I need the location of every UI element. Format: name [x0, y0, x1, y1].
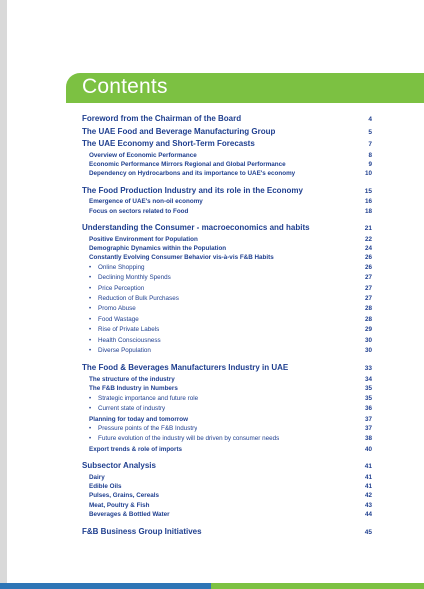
toc-entry-title: • Pressure points of the F&B Industry — [89, 424, 197, 434]
toc-entry-title: F&B Business Group Initiatives — [82, 526, 202, 536]
toc-entry-page-number: 30 — [364, 336, 372, 344]
toc-entry-page-number: 21 — [364, 225, 372, 233]
toc-entry-title: Economic Performance Mirrors Regional and Global Performance — [89, 160, 286, 168]
toc-entry-page-number: 44 — [364, 511, 372, 519]
toc-entry-page-number: 45 — [364, 528, 372, 536]
toc-entry-title: • Health Consciousness — [89, 336, 161, 346]
toc-chapter-entry[interactable] — [82, 113, 372, 126]
toc-entry-title: The UAE Food and Beverage Manufacturing Group — [82, 126, 276, 136]
toc-entry-title: Dairy — [89, 473, 105, 481]
toc-entry-title: The Food Production Industry and its role in the Economy — [82, 185, 303, 195]
toc-section-entry[interactable] — [82, 197, 372, 206]
toc-entry-title: • Future evolution of the industry will be driven by consumer needs — [89, 434, 279, 444]
toc-chapter-entry[interactable] — [82, 126, 372, 139]
toc-bullet-entry[interactable] — [82, 394, 372, 404]
toc-entry-page-number: 5 — [368, 128, 372, 136]
toc-entry-page-number: 16 — [364, 198, 372, 206]
toc-section-entry[interactable] — [82, 415, 372, 424]
toc-entry-title: The UAE Economy and Short-Term Forecasts — [82, 139, 255, 148]
toc-entry-page-number: 27 — [364, 294, 372, 302]
toc-section-entry[interactable] — [82, 375, 372, 384]
toc-entry-title: • Promo Abuse — [89, 304, 136, 314]
footer-blue-bar — [0, 583, 211, 589]
toc-entry-page-number: 26 — [364, 263, 372, 271]
toc-entry-title: Dependency on Hydrocarbons and its importance to UAE's economy — [89, 170, 296, 178]
toc-section-entry[interactable] — [82, 482, 372, 491]
toc-entry-title: Meat, Poultry & Fish — [89, 501, 150, 509]
toc-entry-title: • Declining Monthly Spends — [89, 273, 171, 283]
toc-entry-title: Beverages & Bottled Water — [89, 511, 170, 519]
toc-entry-title: Subsector Analysis — [82, 461, 156, 471]
toc-bullet-entry[interactable] — [82, 346, 372, 356]
toc-entry-page-number: 41 — [364, 463, 372, 471]
toc-entry-page-number: 41 — [364, 483, 372, 491]
toc-bullet-entry[interactable] — [82, 263, 372, 273]
toc-entry-page-number: 28 — [364, 315, 372, 323]
toc-entry-page-number: 26 — [364, 254, 372, 262]
toc-bullet-entry[interactable] — [82, 336, 372, 346]
toc-bullet-entry[interactable] — [82, 404, 372, 414]
contents-header-band — [66, 73, 424, 103]
toc-entry-title: • Diverse Population — [89, 346, 151, 356]
toc-entry-page-number: 27 — [364, 274, 372, 282]
toc-section-entry[interactable] — [82, 501, 372, 510]
toc-section-entry[interactable] — [82, 253, 372, 262]
toc-entry-title: Edible Oils — [89, 483, 122, 491]
toc-entry-title: Demographic Dynamics within the Population — [89, 244, 227, 252]
toc-entry-title: Understanding the Consumer - macroeconomics and habits — [82, 223, 310, 233]
toc-section-entry[interactable] — [82, 510, 372, 519]
toc-entry-page-number: 36 — [364, 405, 372, 413]
toc-entry-page-number: 30 — [364, 347, 372, 354]
toc-entry-page-number: 40 — [364, 445, 372, 453]
toc-entry-title: Focus on sectors related to Food — [89, 207, 189, 215]
page-title: Contents — [82, 75, 168, 98]
toc-section-entry[interactable] — [82, 151, 372, 160]
toc-entry-title: Pulses, Grains, Cereals — [89, 492, 160, 500]
toc-section-entry[interactable] — [82, 169, 372, 178]
toc-entry-title: Planning for today and tomorrow — [89, 415, 189, 423]
toc-entry-title: The F&B Industry in Numbers — [89, 385, 178, 393]
toc-entry-title: • Current state of industry — [89, 404, 165, 414]
toc-chapter-entry[interactable] — [82, 362, 372, 375]
toc-entry-title: Foreword from the Chairman of the Board — [82, 114, 242, 123]
toc-entry-page-number: 4 — [368, 116, 372, 123]
toc-section-entry[interactable] — [82, 473, 372, 482]
page-left-rule — [0, 0, 7, 589]
toc-chapter-entry[interactable] — [82, 526, 372, 539]
toc-entry-title: Overview of Economic Performance — [89, 151, 197, 159]
toc-entry-page-number: 33 — [364, 365, 372, 373]
toc-entry-title: Export trends & role of imports — [89, 445, 183, 453]
toc-entry-page-number: 35 — [364, 394, 372, 402]
toc-entry-page-number: 41 — [364, 473, 372, 481]
toc-entry-page-number: 35 — [364, 385, 372, 393]
toc-entry-page-number: 18 — [364, 207, 372, 215]
toc-section-entry[interactable] — [82, 244, 372, 253]
toc-section-entry[interactable] — [82, 160, 372, 169]
footer-green-bar — [211, 583, 424, 589]
toc-entry-page-number: 15 — [364, 187, 372, 195]
toc-section-entry[interactable] — [82, 207, 372, 216]
toc-chapter-entry[interactable] — [82, 222, 372, 235]
table-of-contents — [82, 113, 372, 538]
toc-entry-page-number: 10 — [364, 170, 372, 178]
toc-entry-title: • Reduction of Bulk Purchases — [89, 294, 179, 304]
toc-bullet-entry[interactable] — [82, 294, 372, 304]
toc-entry-page-number: 42 — [364, 492, 372, 500]
toc-entry-title: • Strategic importance and future role — [89, 394, 198, 404]
toc-entry-page-number: 37 — [364, 424, 372, 432]
toc-bullet-entry[interactable] — [82, 315, 372, 325]
toc-entry-title: Constantly Evolving Consumer Behavior vis-à-vis F&B Habits — [89, 254, 274, 262]
toc-section-entry[interactable] — [82, 235, 372, 244]
toc-entry-page-number: 9 — [368, 160, 372, 168]
toc-section-entry[interactable] — [82, 445, 372, 454]
toc-entry-page-number: 34 — [364, 375, 372, 383]
toc-entry-title: • Food Wastage — [89, 315, 139, 325]
toc-entry-title: • Rise of Private Labels — [89, 325, 159, 335]
toc-entry-page-number: 29 — [364, 326, 372, 334]
toc-entry-page-number: 22 — [364, 235, 372, 243]
toc-bullet-entry[interactable] — [82, 273, 372, 283]
toc-section-entry[interactable] — [82, 491, 372, 500]
toc-entry-title: • Online Shopping — [89, 263, 145, 273]
toc-entry-page-number: 8 — [368, 151, 372, 159]
toc-entry-page-number: 37 — [364, 415, 372, 423]
toc-section-entry[interactable] — [82, 384, 372, 393]
toc-entry-page-number: 24 — [364, 244, 372, 252]
toc-entry-page-number: 43 — [364, 501, 372, 509]
toc-entry-page-number: 7 — [368, 141, 372, 148]
toc-bullet-entry[interactable] — [82, 304, 372, 314]
toc-chapter-entry[interactable] — [82, 460, 372, 473]
toc-bullet-entry[interactable] — [82, 424, 372, 434]
toc-entry-title: The Food & Beverages Manufacturers Industry in UAE — [82, 363, 289, 373]
toc-chapter-entry[interactable] — [82, 185, 372, 198]
toc-entry-page-number: 38 — [364, 435, 372, 443]
toc-entry-page-number: 27 — [364, 284, 372, 292]
toc-bullet-entry[interactable] — [82, 284, 372, 294]
toc-entry-title: Positive Environment for Population — [89, 235, 198, 243]
toc-entry-title: • Price Perception — [89, 284, 144, 294]
toc-entry-title: The structure of the industry — [89, 375, 175, 383]
toc-bullet-entry[interactable] — [82, 325, 372, 335]
toc-entry-page-number: 28 — [364, 305, 372, 313]
toc-bullet-entry[interactable] — [82, 434, 372, 444]
toc-entry-title: Emergence of UAE's non-oil economy — [89, 198, 203, 206]
toc-chapter-entry[interactable] — [82, 138, 372, 151]
